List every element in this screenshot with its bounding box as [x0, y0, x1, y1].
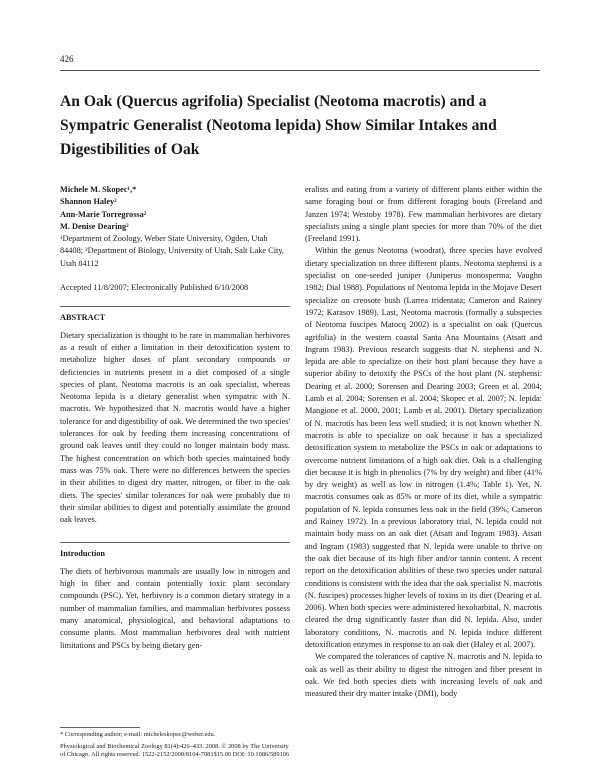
introduction-heading: Introduction: [60, 549, 106, 559]
left-column: [60, 184, 290, 652]
corresponding-author-note: * Corresponding author; e-mail: micheleskopec@weber.edu.: [60, 731, 216, 738]
body-paragraph-1: eralists and eating from a variety of different plants either within the same foraging bout or from different foraging bouts (Freeland and Janzen 1974; Westoby 1978). Few mammalian herbivores are dietary specialists using a single plant species for more than 70% of the diet (Freeland 1991).: [305, 185, 542, 244]
author-4: M. Denise Dearing²: [60, 221, 129, 231]
affiliations: ¹Department of Zoology, Weber State University, Ogden, Utah 84408; ²Department of Biology, University of Utah, Salt Lake City, Utah 84112: [60, 234, 285, 268]
body-paragraph-2: Within the genus Neotoma (woodrat), three species have evolved dietary specialization on three different plants. Neotoma stephensi is a specialist on one-seeded juniper (Juniperus monosperma; Vaughn 1982; Dial 1988). Populations of Neotoma lepida in the Mojave Desert specialize on creosote bush (Larrea tridentata; Cameron and Rainey 1972; Karasov 1989). Last, Neotoma macrotis (formally a subspecies of Neotoma fuscipes Matocq 2002) is a specialist on oak (Quercus agrifolia) in the western coastal Santa Ana Mountains (Atsatt and Ingram 1983). Previous research suggests that N. stephensi and N. lepida are able to specialize on their host plant because they have a superior ability to detoxify the PSCs of the host plant (N. stephensi: Dearing et al. 2000; Sorensen and Dearing 2003; Green et al. 2004; Lamb et al. 2004; Sorensen et al. 2004; Skopec et al. 2007; N. lepida: Mangione et al. 2000, 2001; Lamb et al. 2001). Dietary specialization of N. macrotis has been less well studied; it is not known whether N. macrotis is able to specialize on oak because it has a specialized detoxification system to metabolize the PSCs in oak or adaptations to overcome nutrient limitations of a high oak diet. Oak is a challenging diet because it is high in phenolics (7% by dry weight) and fiber (41% by dry weight) as well as low in nitrogen (1.4%; Table 1). Yet, N. macrotis consumes oak as 85% or more of its diet, while a sympatric population of N. lepida consumes less oak in the field (39%; Cameron and Rainey 1972). In a previous laboratory trial, N. lepida could not maintain body mass on an oak diet (Atsatt and Ingram 1983). Atsatt and Ingram (1983) suggested that N. lepida were unable to thrive on the oak diet because of its high fiber and/or tannin content. A recent report on the detoxification abilities of these two species under natural conditions is consistent with the idea that the oak specialist N. macrotis (N. fuscipes) processes higher levels of toxins in its diet (Dearing et al. 2006). When both species were administered hexobarbital, N. macrotis cleared the drug significantly faster than did N. lepida. Also, under laboratory conditions, N. macrotis and N. lepida induce different detoxification enzymes in response to an oak diet (Haley et al. 2007).: [305, 246, 542, 649]
footnote-rule: [60, 727, 140, 728]
header-rule: [60, 70, 540, 71]
page-number: 426: [60, 54, 74, 64]
publication-dates: Accepted 11/8/2007; Electronically Published 6/10/2008: [60, 283, 249, 293]
author-2: Shannon Haley²: [60, 197, 117, 207]
footnotes: [60, 727, 290, 760]
body-paragraph-3: We compared the tolerances of captive N. macrotis and N. lepida to oak as well as their ability to digest the nitrogen and fiber present in oak. We fed both species diets with increasing levels of oak and measured their dry matter intake (DMI), body: [305, 652, 542, 699]
journal-citation-note: Physiological and Biochemical Zoology 81(4):426–433. 2008. © 2008 by The University of Chicago. All rights reserved. 1522-2152/2008/8104-7081$15.00 DOI: 10.1086/589106: [60, 742, 290, 759]
author-3: Ann-Marie Torregrossa²: [60, 209, 147, 219]
author-1: Michele M. Skopec¹,*: [60, 185, 137, 194]
right-column: [305, 184, 542, 700]
author-list: [60, 184, 290, 233]
abstract-heading: ABSTRACT: [60, 313, 106, 323]
introduction-text: The diets of herbivorous mammals are usually low in nitrogen and high in fiber and contain potentially toxic plant secondary compounds (PSC). Yet, herbivory is a common dietary strategy in a number of mammalian families, and mammalian herbivores possess many anatomical, physiological, and behavioral adaptations to consume plants. Most mammalian herbivores deal with nutrient limitations and PSCs by being dietary gen-: [60, 566, 290, 650]
article-title: An Oak (Quercus agrifolia) Specialist (Neotoma macrotis) and a Sympatric Generalist (Neotoma lepida) Show Similar Intakes and Digestibilities of Oak: [60, 93, 497, 158]
abstract-text: Dietary specialization is thought to be rare in mammalian herbivores as a result of either a limitation in their detoxification system to metabolize higher doses of plant secondary compounds or deficiencies in nutrients present in a diet composed of a single species of plant. Neotoma macrotis is an oak specialist, whereas Neotoma lepida is a dietary generalist when sympatric with N. macrotis. We hypothesized that N. macrotis would have a higher tolerance for and digestibility of oak. We determined the two species' tolerances for oak by feeding them increasing concentrations of ground oak leaves until they could no longer maintain body mass. The highest concentration on which both species maintained body mass was 75% oak. There were no differences between the species in their abilities to digest dry matter, nitrogen, or fiber in the oak diets. The species' similar tolerances for oak were probably due to their similar abilities to digest and potentially assimilate the ground oak leaves.: [60, 330, 290, 525]
